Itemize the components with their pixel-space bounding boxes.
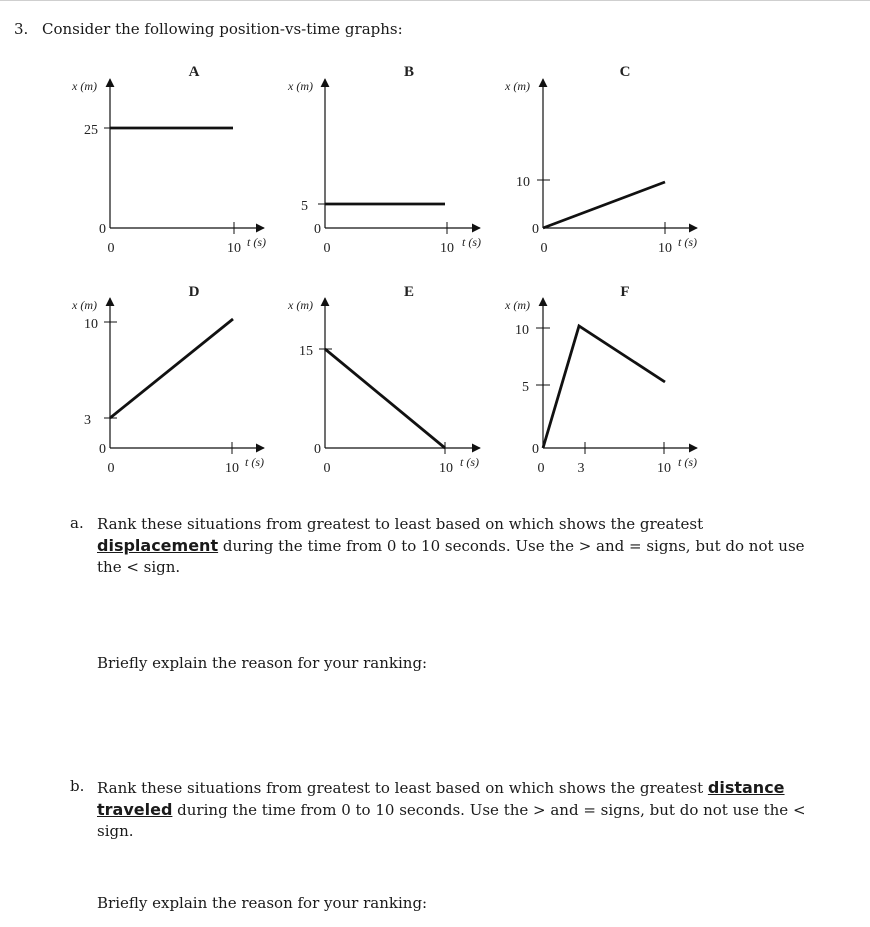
svg-text:10: 10 — [515, 323, 529, 338]
part-a-emphasis: displacement — [97, 536, 219, 555]
question-prompt: Consider the following position-vs-time graphs: — [42, 20, 403, 38]
graph-e — [287, 284, 480, 476]
part-b-emphasis: distance traveled — [97, 778, 785, 819]
svg-text:0: 0 — [532, 442, 539, 457]
svg-text:t (s): t (s) — [245, 455, 264, 469]
svg-text:0: 0 — [532, 222, 539, 237]
graph-b — [287, 64, 481, 256]
svg-text:B: B — [403, 64, 415, 80]
svg-text:0: 0 — [107, 461, 115, 476]
svg-text:x (m): x (m) — [288, 298, 313, 312]
svg-text:10: 10 — [439, 461, 453, 476]
svg-text:x (m): x (m) — [505, 298, 530, 312]
y-axis-label: x (m) — [72, 79, 97, 93]
svg-text:10: 10 — [440, 241, 454, 256]
part-b-explain: Briefly explain the reason for your ranking: — [97, 894, 428, 912]
part-a-letter: a. — [70, 514, 84, 532]
svg-text:3: 3 — [84, 413, 91, 428]
svg-text:10: 10 — [227, 241, 241, 256]
svg-text:x (m): x (m) — [288, 79, 313, 93]
svg-text:0: 0 — [107, 241, 115, 256]
graph-f — [504, 284, 697, 476]
svg-text:0: 0 — [99, 442, 106, 457]
svg-text:0: 0 — [537, 461, 545, 476]
graph-c — [504, 64, 697, 256]
svg-text:15: 15 — [299, 344, 313, 359]
svg-text:x (m): x (m) — [505, 79, 530, 93]
svg-text:0: 0 — [99, 222, 106, 237]
svg-text:t (s): t (s) — [678, 235, 697, 249]
svg-text:0: 0 — [323, 241, 331, 256]
svg-text:25: 25 — [84, 123, 98, 138]
svg-text:t (s): t (s) — [678, 455, 697, 469]
svg-text:E: E — [403, 284, 415, 300]
svg-text:10: 10 — [84, 317, 98, 332]
svg-text:0: 0 — [314, 442, 321, 457]
svg-text:5: 5 — [522, 380, 529, 395]
graph-title: A — [188, 64, 200, 80]
svg-text:10: 10 — [657, 461, 671, 476]
svg-text:5: 5 — [301, 199, 308, 214]
svg-text:10: 10 — [516, 175, 530, 190]
svg-text:t (s): t (s) — [460, 455, 479, 469]
x-axis-label: t (s) — [247, 235, 266, 249]
svg-text:t (s): t (s) — [462, 235, 481, 249]
svg-text:10: 10 — [658, 241, 672, 256]
svg-text:10: 10 — [225, 461, 239, 476]
part-a-text: Rank these situations from greatest to least based on which shows the greatest displacement during the time from 0 to 10 seconds. Use the > and = signs, but do not use the < sign. — [97, 515, 805, 576]
graph-d — [71, 284, 264, 476]
svg-text:0: 0 — [323, 461, 331, 476]
part-a-explain: Briefly explain the reason for your ranking: — [97, 654, 428, 672]
graph-a — [71, 64, 266, 256]
question-number: 3. — [14, 20, 29, 38]
svg-text:3: 3 — [577, 461, 585, 476]
svg-text:D: D — [188, 284, 200, 300]
part-b-letter: b. — [70, 777, 85, 795]
svg-text:0: 0 — [540, 241, 548, 256]
svg-text:x (m): x (m) — [72, 298, 97, 312]
part-b-text: Rank these situations from greatest to least based on which shows the greatest distance traveled during the time from 0 to 10 seconds. Use the > and = signs, but do not use the < sign. — [97, 778, 806, 840]
svg-text:F: F — [620, 284, 630, 300]
svg-text:0: 0 — [314, 222, 321, 237]
svg-text:C: C — [619, 64, 631, 80]
